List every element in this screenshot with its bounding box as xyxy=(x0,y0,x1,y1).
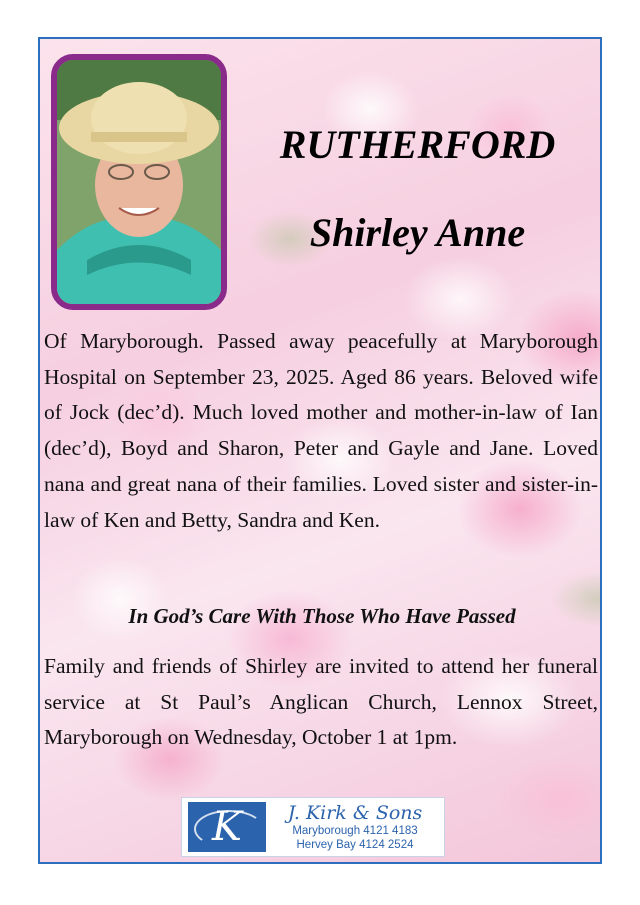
notice-verse: In God’s Care With Those Who Have Passed xyxy=(128,604,516,628)
funeral-director-details xyxy=(266,802,444,852)
service-details: Family and friends of Shirley are invited to attend her funeral service at St Paul’s Anglican Church, Lennox Street, Maryborough on Wednesday, October 1 at 1pm. xyxy=(44,654,598,750)
funeral-director-name: J. Kirk & Sons xyxy=(287,802,423,824)
portrait-illustration xyxy=(57,60,221,304)
kirk-monogram-icon xyxy=(188,802,266,852)
notice-body: Of Maryborough. Passed away peacefully at Maryborough Hospital on September 23, 2025. Aged 86 years. Beloved wife of Jock (dec’d). Much loved mother and mother-in-law of Ian (dec’d), Boyd and Sharon, Peter and Gayle and Jane. Loved nana and great nana of their families. Loved sister and sister-in-law of Ken and Betty, Sandra and Ken. xyxy=(44,329,598,532)
phone-maryborough: Maryborough 4121 4183 xyxy=(292,825,418,837)
portrait-photo xyxy=(51,54,227,310)
deceased-surname: RUTHERFORD xyxy=(279,122,556,167)
funeral-notice-card xyxy=(38,37,602,864)
phone-hervey-bay: Hervey Bay 4124 2524 xyxy=(296,839,414,851)
deceased-given-names: Shirley Anne xyxy=(309,210,526,255)
logo-letter: K xyxy=(212,804,242,850)
funeral-director-logo xyxy=(181,797,445,857)
